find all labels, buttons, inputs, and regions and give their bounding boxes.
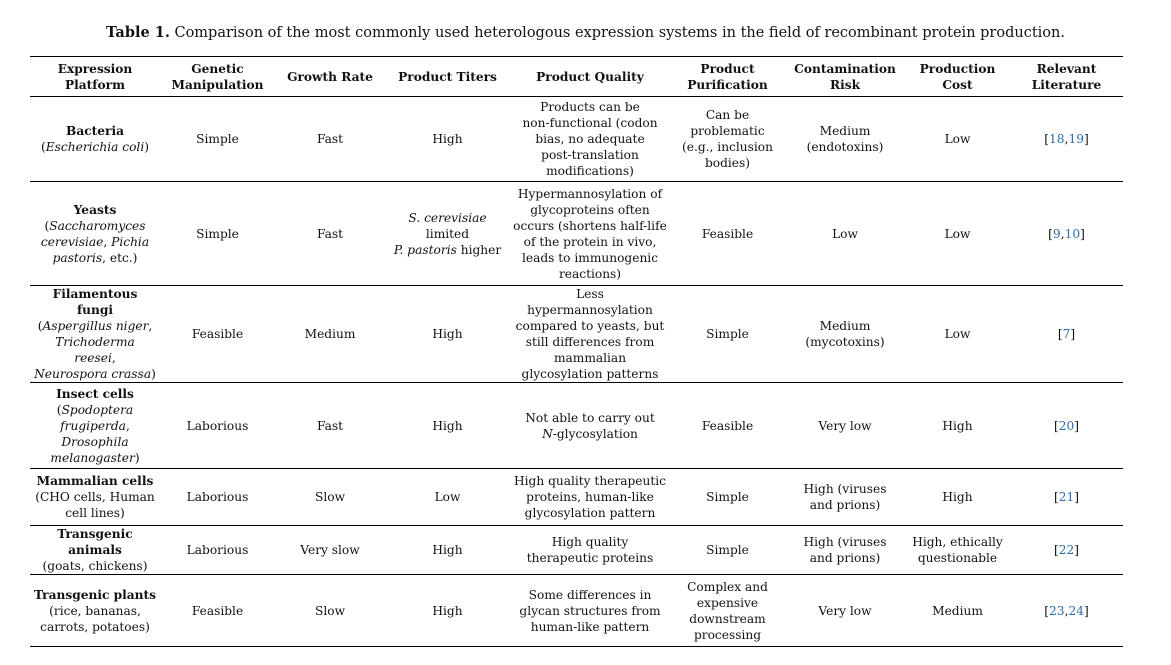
- cell-genetic-manipulation: Laborious: [160, 383, 275, 469]
- header-relevant-literature: Relevant Literature: [1010, 57, 1123, 97]
- reference-link[interactable]: 21: [1058, 490, 1075, 504]
- table-row-mammalian-cells: [30, 469, 1123, 526]
- cell-product-purification: Feasible: [670, 182, 785, 286]
- cell-growth-rate: Fast: [275, 182, 385, 286]
- table-row-yeasts: [30, 182, 1123, 286]
- cell-growth-rate: Slow: [275, 575, 385, 647]
- cell-product-purification: Simple: [670, 469, 785, 526]
- cell-genetic-manipulation: Laborious: [160, 469, 275, 526]
- platform-name: Insect cells: [56, 386, 134, 401]
- table-row-insect-cells: [30, 383, 1123, 469]
- cell-platform: Filamentous fungi (Aspergillus niger, Trichoderma reesei, Neurospora crassa): [30, 286, 160, 383]
- cell-product-quality: Hypermannosylation of glycoproteins often occurs (shortens half-life of the protein in vivo, leads to immunogenic reactions): [510, 182, 670, 286]
- cell-production-cost: Low: [905, 286, 1010, 383]
- header-product-purification: Product Purification: [670, 57, 785, 97]
- cell-product-quality: High quality therapeutic proteins: [510, 526, 670, 575]
- cell-genetic-manipulation: Laborious: [160, 526, 275, 575]
- header-row: [30, 57, 1123, 97]
- cell-relevant-literature: [23,24]: [1010, 575, 1123, 647]
- cell-product-titers: High: [385, 526, 510, 575]
- reference-link[interactable]: 22: [1058, 543, 1075, 557]
- header-growth-rate: Growth Rate: [275, 57, 385, 97]
- cell-growth-rate: Fast: [275, 383, 385, 469]
- header-product-quality: Product Quality: [510, 57, 670, 97]
- cell-product-titers: High: [385, 383, 510, 469]
- cell-genetic-manipulation: Simple: [160, 182, 275, 286]
- cell-contamination-risk: High (viruses and prions): [785, 526, 905, 575]
- cell-growth-rate: Medium: [275, 286, 385, 383]
- cell-product-titers: High: [385, 97, 510, 182]
- cell-product-titers: S. cerevisiae limited P. pastoris higher: [385, 182, 510, 286]
- cell-growth-rate: Slow: [275, 469, 385, 526]
- table-body: [30, 97, 1123, 647]
- caption-text: Comparison of the most commonly used heterologous expression systems in the field of recombinant protein production.: [174, 25, 1065, 41]
- cell-relevant-literature: [22]: [1010, 526, 1123, 575]
- comparison-table: [30, 56, 1123, 647]
- cell-relevant-literature: [9,10]: [1010, 182, 1123, 286]
- cell-production-cost: Medium: [905, 575, 1010, 647]
- reference-link[interactable]: 20: [1058, 418, 1075, 433]
- cell-product-purification: Simple: [670, 286, 785, 383]
- cell-growth-rate: Fast: [275, 97, 385, 182]
- platform-name: Yeasts: [73, 202, 117, 217]
- cell-relevant-literature: [7]: [1010, 286, 1123, 383]
- cell-contamination-risk: Very low: [785, 575, 905, 647]
- cell-relevant-literature: [18,19]: [1010, 97, 1123, 182]
- cell-production-cost: High: [905, 469, 1010, 526]
- cell-platform: Bacteria (Escherichia coli): [30, 97, 160, 182]
- table-row-filamentous-fungi: [30, 286, 1123, 383]
- cell-platform: Transgenic plants (rice, bananas, carrots, potatoes): [30, 575, 160, 647]
- caption-label: Table 1.: [106, 24, 170, 41]
- cell-contamination-risk: Medium (mycotoxins): [785, 286, 905, 383]
- reference-link[interactable]: 9: [1052, 226, 1061, 241]
- cell-relevant-literature: [21]: [1010, 469, 1123, 526]
- reference-link[interactable]: 10: [1064, 226, 1081, 241]
- cell-growth-rate: Very slow: [275, 526, 385, 575]
- cell-product-quality: Products can be non-functional (codon bias, no adequate post-translation modifications): [510, 97, 670, 182]
- cell-relevant-literature: [20]: [1010, 383, 1123, 469]
- reference-link[interactable]: 18: [1049, 132, 1065, 146]
- cell-platform: Transgenic animals (goats, chickens): [30, 526, 160, 575]
- cell-product-titers: High: [385, 575, 510, 647]
- cell-product-quality: Less hypermannosylation compared to yeasts, but still differences from mammalian glycosylation patterns: [510, 286, 670, 383]
- cell-production-cost: High, ethically questionable: [905, 526, 1010, 575]
- header-production-cost: Production Cost: [905, 57, 1010, 97]
- cell-production-cost: Low: [905, 97, 1010, 182]
- table-row-transgenic-plants: [30, 575, 1123, 647]
- platform-name: Mammalian cells: [36, 474, 154, 488]
- reference-link[interactable]: 19: [1068, 132, 1084, 146]
- cell-contamination-risk: Very low: [785, 383, 905, 469]
- cell-product-quality: High quality therapeutic proteins, human-like glycosylation pattern: [510, 469, 670, 526]
- platform-name: Bacteria: [66, 124, 124, 138]
- cell-product-purification: Simple: [670, 526, 785, 575]
- cell-platform: Insect cells (Spodoptera frugiperda, Drosophila melanogaster): [30, 383, 160, 469]
- cell-product-purification: Complex and expensive downstream processing: [670, 575, 785, 647]
- platform-name: Transgenic animals: [57, 527, 133, 557]
- cell-platform: Yeasts (Saccharomyces cerevisiae, Pichia pastoris, etc.): [30, 182, 160, 286]
- cell-product-titers: High: [385, 286, 510, 383]
- cell-product-quality: Some differences in glycan structures from human-like pattern: [510, 575, 670, 647]
- reference-link[interactable]: 7: [1062, 327, 1071, 341]
- cell-production-cost: Low: [905, 182, 1010, 286]
- cell-production-cost: High: [905, 383, 1010, 469]
- header-product-titers: Product Titers: [385, 57, 510, 97]
- cell-contamination-risk: High (viruses and prions): [785, 469, 905, 526]
- reference-link[interactable]: 24: [1068, 603, 1084, 618]
- table-caption: [0, 24, 1171, 42]
- header-platform: Expression Platform: [30, 57, 160, 97]
- cell-platform: Mammalian cells (CHO cells, Human cell lines): [30, 469, 160, 526]
- cell-contamination-risk: Low: [785, 182, 905, 286]
- reference-link[interactable]: 23: [1049, 603, 1065, 618]
- table-row-bacteria: [30, 97, 1123, 182]
- cell-product-titers: Low: [385, 469, 510, 526]
- cell-product-purification: Can be problematic (e.g., inclusion bodies): [670, 97, 785, 182]
- platform-name: Filamentous fungi: [52, 287, 138, 317]
- cell-genetic-manipulation: Simple: [160, 97, 275, 182]
- cell-contamination-risk: Medium (endotoxins): [785, 97, 905, 182]
- platform-name: Transgenic plants: [33, 587, 157, 602]
- table-row-transgenic-animals: [30, 526, 1123, 575]
- cell-genetic-manipulation: Feasible: [160, 286, 275, 383]
- cell-product-purification: Feasible: [670, 383, 785, 469]
- cell-genetic-manipulation: Feasible: [160, 575, 275, 647]
- header-contamination-risk: Contamination Risk: [785, 57, 905, 97]
- header-genetic-manipulation: Genetic Manipulation: [160, 57, 275, 97]
- cell-product-quality: Not able to carry out N-glycosylation: [510, 383, 670, 469]
